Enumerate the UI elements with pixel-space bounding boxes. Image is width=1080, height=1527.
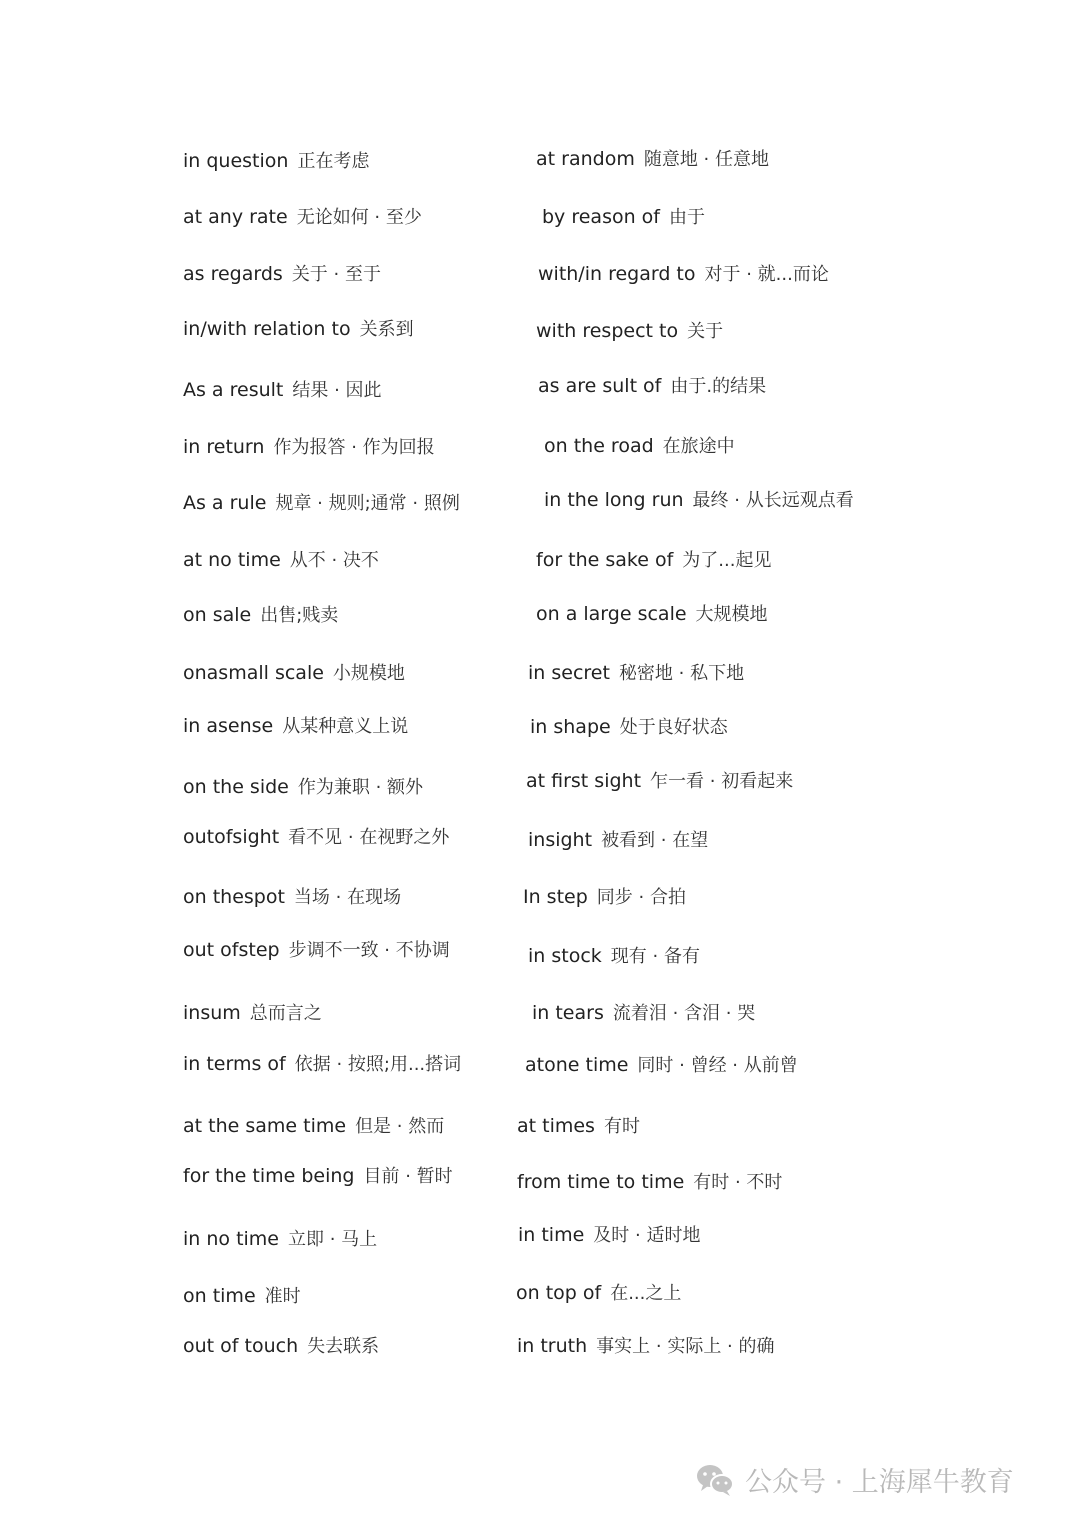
phrase-row [183, 1113, 444, 1140]
phrase-row [542, 204, 705, 231]
phrase-row [528, 827, 708, 854]
phrase-row [183, 824, 449, 851]
phrase-row [523, 884, 686, 911]
chinese-meaning: 从不 · 决不 [289, 550, 379, 571]
english-phrase: in/with relation to [183, 318, 351, 340]
chinese-meaning: 结果 · 因此 [292, 380, 382, 401]
chinese-meaning: 无论如何 · 至少 [296, 207, 422, 228]
phrase-row [183, 261, 381, 288]
english-phrase: onasmall scale [183, 662, 324, 684]
english-phrase: by reason of [542, 206, 660, 228]
chinese-meaning: 在旅途中 [662, 436, 735, 457]
chinese-meaning: 准时 [264, 1286, 301, 1307]
english-phrase: in stock [528, 945, 602, 967]
english-phrase: outofsight [183, 826, 280, 848]
english-phrase: at random [536, 148, 635, 170]
english-phrase: in time [518, 1224, 585, 1246]
phrase-row [516, 1280, 681, 1307]
chinese-meaning: 依据 · 按照;用...搭词 [294, 1054, 462, 1075]
chinese-meaning: 乍一看 · 初看起来 [650, 771, 794, 792]
english-phrase: As a rule [183, 492, 267, 514]
english-phrase: in truth [517, 1335, 588, 1357]
chinese-meaning: 有时 · 不时 [693, 1172, 783, 1193]
chinese-meaning: 由于 [669, 207, 705, 228]
phrase-row [538, 373, 766, 400]
phrase-row [183, 660, 405, 687]
phrase-row [544, 433, 735, 460]
phrase-row [183, 377, 382, 404]
phrase-row [528, 943, 700, 970]
chinese-meaning: 总而言之 [249, 1003, 322, 1024]
phrase-row [183, 1333, 379, 1360]
english-phrase: on a large scale [536, 603, 687, 625]
wechat-icon [695, 1462, 735, 1498]
chinese-meaning: 小规模地 [332, 663, 405, 684]
english-phrase: with/in regard to [538, 263, 696, 285]
phrase-row [183, 1163, 453, 1190]
phrase-row [525, 1052, 798, 1079]
chinese-meaning: 被看到 · 在望 [601, 830, 709, 851]
phrase-row [517, 1169, 782, 1196]
phrase-row [183, 316, 414, 343]
english-phrase: at first sight [526, 770, 642, 792]
english-phrase: in return [183, 436, 265, 458]
chinese-meaning: 秘密地 · 私下地 [618, 663, 745, 684]
english-phrase: out ofstep [183, 939, 280, 961]
english-phrase: on thespot [183, 886, 285, 908]
phrase-row [526, 768, 793, 795]
english-phrase: in terms of [183, 1053, 286, 1075]
english-phrase: in shape [530, 716, 611, 738]
phrase-row [518, 1222, 700, 1249]
english-phrase: on sale [183, 604, 252, 626]
english-phrase: at any rate [183, 206, 288, 228]
chinese-meaning: 同步 · 合拍 [596, 887, 686, 908]
english-phrase: at times [517, 1115, 595, 1137]
english-phrase: in secret [528, 662, 610, 684]
english-phrase: as regards [183, 263, 283, 285]
chinese-meaning: 同时 · 曾经 · 从前曾 [637, 1055, 798, 1076]
chinese-meaning: 但是 · 然而 [355, 1116, 445, 1137]
english-phrase: in the long run [544, 489, 684, 511]
phrase-row [536, 547, 771, 574]
chinese-meaning: 目前 · 暂时 [363, 1166, 453, 1187]
phrase-row [183, 713, 408, 740]
english-phrase: from time to time [517, 1171, 685, 1193]
english-phrase: in no time [183, 1228, 279, 1250]
english-phrase: out of touch [183, 1335, 299, 1357]
phrase-row [183, 1000, 322, 1027]
english-phrase: on time [183, 1285, 256, 1307]
phrase-row [544, 487, 854, 514]
chinese-meaning: 关系到 [359, 319, 414, 340]
phrase-row [183, 1051, 461, 1078]
phrase-row [538, 261, 829, 288]
chinese-meaning: 立即 · 马上 [288, 1229, 378, 1250]
chinese-meaning: 失去联系 [307, 1336, 380, 1357]
english-phrase: for the sake of [536, 549, 674, 571]
phrase-row [532, 1000, 755, 1027]
chinese-meaning: 作为兼职 · 额外 [297, 777, 424, 798]
phrase-row [183, 937, 450, 964]
english-phrase: on the road [544, 435, 654, 457]
phrase-row [536, 146, 769, 173]
phrase-row [536, 318, 723, 345]
english-phrase: in tears [532, 1002, 604, 1024]
english-phrase: at the same time [183, 1115, 347, 1137]
phrase-row [183, 547, 379, 574]
phrase-row [183, 490, 460, 517]
phrase-row [183, 1283, 301, 1310]
chinese-meaning: 出售;贱卖 [260, 605, 339, 626]
chinese-meaning: 大规模地 [695, 604, 768, 625]
chinese-meaning: 看不见 · 在视野之外 [288, 827, 450, 848]
chinese-meaning: 关于 · 至于 [291, 264, 381, 285]
chinese-meaning: 作为报答 · 作为回报 [273, 437, 435, 458]
english-phrase: in asense [183, 715, 274, 737]
chinese-meaning: 有时 [603, 1116, 640, 1137]
chinese-meaning: 事实上 · 实际上 · 的确 [596, 1336, 775, 1357]
english-phrase: in question [183, 150, 289, 172]
phrase-row [183, 148, 369, 175]
chinese-meaning: 关于 [687, 321, 724, 342]
chinese-meaning: 处于良好状态 [619, 717, 728, 738]
english-phrase: as are sult of [538, 375, 662, 397]
chinese-meaning: 当场 · 在现场 [293, 887, 402, 908]
phrase-row [517, 1113, 640, 1140]
phrase-row [183, 434, 435, 461]
phrase-row [517, 1333, 775, 1360]
chinese-meaning: 规章 · 规则;通常 · 照例 [275, 493, 460, 514]
english-phrase: In step [523, 886, 588, 908]
english-phrase: As a result [183, 379, 284, 401]
chinese-meaning: 流着泪 · 含泪 · 哭 [612, 1003, 756, 1024]
chinese-meaning: 对于 · 就...而论 [704, 264, 829, 285]
english-phrase: insum [183, 1002, 241, 1024]
english-phrase: on top of [516, 1282, 602, 1304]
english-phrase: atone time [525, 1054, 629, 1076]
chinese-meaning: 随意地 · 任意地 [643, 149, 769, 170]
chinese-meaning: 在...之上 [610, 1283, 682, 1304]
phrase-row [528, 660, 744, 687]
phrase-row [183, 204, 422, 231]
english-phrase: insight [528, 829, 593, 851]
chinese-meaning: 及时 · 适时地 [593, 1225, 701, 1246]
watermark [695, 1460, 1014, 1499]
english-phrase: at no time [183, 549, 281, 571]
phrase-row [530, 714, 728, 741]
chinese-meaning: 最终 · 从长远观点看 [692, 490, 854, 511]
chinese-meaning: 由于.的结果 [670, 376, 767, 397]
english-phrase: for the time being [183, 1165, 355, 1187]
phrase-row [536, 601, 768, 628]
watermark-text: 公众号 · 上海犀牛教育 [745, 1467, 1014, 1498]
chinese-meaning: 步调不一致 · 不协调 [288, 940, 450, 961]
english-phrase: on the side [183, 776, 289, 798]
chinese-meaning: 从某种意义上说 [282, 716, 409, 737]
english-phrase: with respect to [536, 320, 679, 342]
phrase-row [183, 884, 401, 911]
chinese-meaning: 正在考虑 [297, 151, 370, 172]
chinese-meaning: 为了...起见 [682, 550, 772, 571]
phrase-row [183, 602, 338, 629]
chinese-meaning: 现有 · 备有 [610, 946, 700, 967]
phrase-row [183, 774, 423, 801]
phrase-row [183, 1226, 377, 1253]
